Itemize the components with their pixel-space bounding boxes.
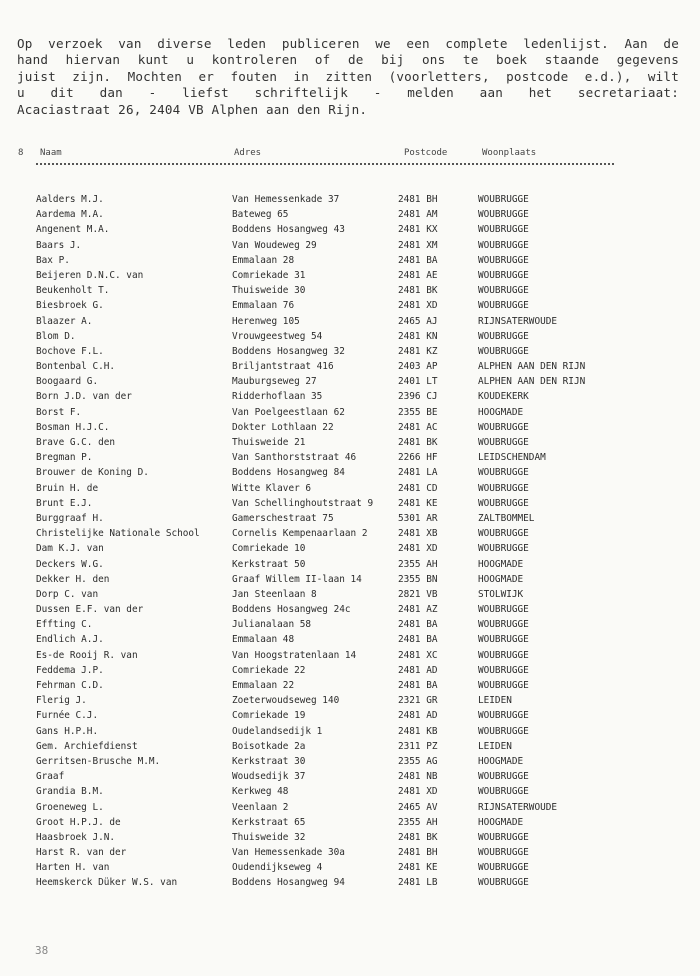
cell-naam: Endlich A.J.: [36, 634, 104, 646]
cell-woonplaats: LEIDEN: [478, 695, 512, 707]
table-row: [0, 602, 700, 617]
cell-naam: Baars J.: [36, 239, 82, 251]
cell-adres: Thuisweide 21: [232, 437, 306, 448]
cell-postcode: 2481 KX: [398, 224, 438, 236]
cell-postcode: 2481 KZ: [398, 345, 438, 357]
cell-naam: Burggraaf H.: [36, 512, 104, 524]
cell-woonplaats: WOUBRUGGE: [478, 285, 529, 297]
cell-naam: Harten H. van: [36, 862, 110, 874]
cell-postcode: 2355 BE: [398, 406, 438, 418]
intro-line: Acaciastraat 26, 2404 VB Alphen aan den Rijn.: [17, 101, 368, 117]
cell-postcode: 2481 BK: [398, 831, 438, 843]
cell-adres: Woudsedijk 37: [232, 771, 306, 783]
cell-postcode: 2481 XD: [398, 300, 438, 312]
cell-woonplaats: STOLWIJK: [478, 588, 524, 600]
header-naam: Naam: [40, 148, 62, 158]
cell-woonplaats: WOUBRUGGE: [478, 330, 529, 342]
cell-woonplaats: WOUBRUGGE: [478, 482, 529, 494]
cell-adres: Gamerschestraat 75: [232, 512, 334, 524]
cell-postcode: 2481 KE: [398, 497, 438, 509]
cell-woonplaats: HOOGMADE: [478, 755, 524, 767]
cell-adres: Boisotkade 2a: [232, 740, 306, 752]
table-row: [0, 222, 700, 237]
cell-naam: Biesbroek G.: [36, 300, 104, 312]
table-row: [0, 708, 700, 723]
cell-woonplaats: WOUBRUGGE: [478, 664, 529, 676]
cell-postcode: 2481 XD: [398, 786, 438, 798]
table-row: [0, 845, 700, 860]
cell-woonplaats: WOUBRUGGE: [478, 877, 529, 889]
cell-naam: Fehrman C.D.: [36, 680, 104, 691]
cell-woonplaats: WOUBRUGGE: [478, 771, 529, 783]
cell-naam: Brouwer de Koning D.: [36, 467, 149, 479]
cell-postcode: 2266 HF: [398, 452, 438, 464]
cell-postcode: 2481 AD: [398, 710, 438, 722]
table-row: [0, 572, 700, 587]
table-row: [0, 875, 700, 890]
intro-line: hand hiervan kunt u kontroleren of de bij ons te boek staande gegevens: [17, 52, 679, 68]
header-adres: Adres: [234, 148, 262, 158]
table-row: [0, 238, 700, 253]
cell-adres: Van Poelgeestlaan 62: [232, 406, 345, 418]
cell-postcode: 2355 BN: [398, 573, 438, 585]
table-row: [0, 769, 700, 784]
table-row: [0, 314, 700, 329]
cell-naam: Blaazer A.: [36, 315, 93, 327]
intro-paragraph: [17, 36, 679, 118]
page-number: 38: [35, 944, 49, 957]
cell-postcode: 2321 GR: [398, 695, 438, 707]
cell-adres: Emmalaan 22: [232, 680, 295, 691]
cell-woonplaats: HOOGMADE: [478, 573, 524, 585]
table-row: [0, 724, 700, 739]
cell-postcode: 2481 AE: [398, 269, 438, 281]
cell-postcode: 2481 CD: [398, 482, 438, 494]
table-row: [0, 192, 700, 207]
table-row: [0, 359, 700, 374]
cell-adres: Emmalaan 48: [232, 634, 295, 646]
table-row: [0, 860, 700, 875]
cell-woonplaats: WOUBRUGGE: [478, 862, 529, 874]
cell-adres: Comriekade 10: [232, 543, 306, 555]
cell-woonplaats: HOOGMADE: [478, 558, 524, 570]
header-divider: [36, 163, 614, 165]
cell-adres: Kerkstraat 65: [232, 816, 306, 828]
cell-adres: Julianalaan 58: [232, 619, 312, 631]
cell-naam: Dorp C. van: [36, 588, 99, 600]
cell-adres: Graaf Willem II-laan 14: [232, 573, 362, 585]
cell-woonplaats: KOUDEKERK: [478, 391, 529, 403]
cell-woonplaats: WOUBRUGGE: [478, 528, 529, 540]
cell-postcode: 2481 BA: [398, 254, 438, 266]
cell-naam: Christelijke Nationale School: [36, 528, 200, 540]
cell-adres: Boddens Hosangweg 43: [232, 224, 345, 236]
cell-postcode: 2481 LB: [398, 877, 438, 889]
cell-postcode: 2481 XM: [398, 239, 438, 251]
cell-adres: Boddens Hosangweg 94: [232, 877, 345, 889]
cell-naam: Graaf: [36, 771, 65, 783]
cell-woonplaats: WOUBRUGGE: [478, 497, 529, 509]
cell-woonplaats: WOUBRUGGE: [478, 224, 529, 236]
cell-adres: Briljantstraat 416: [232, 361, 334, 373]
cell-naam: Bontenbal C.H.: [36, 361, 116, 373]
table-header: [0, 148, 700, 160]
table-row: [0, 648, 700, 663]
cell-adres: Thuisweide 32: [232, 831, 306, 843]
cell-naam: Groot H.P.J. de: [36, 816, 121, 828]
cell-adres: Boddens Hosangweg 32: [232, 345, 345, 357]
table-row: [0, 329, 700, 344]
table-row: [0, 344, 700, 359]
cell-postcode: 2311 PZ: [398, 740, 438, 752]
cell-woonplaats: WOUBRUGGE: [478, 437, 529, 448]
table-row: [0, 420, 700, 435]
cell-woonplaats: WOUBRUGGE: [478, 239, 529, 251]
cell-naam: Bruin H. de: [36, 482, 99, 494]
table-row: [0, 663, 700, 678]
cell-adres: Boddens Hosangweg 24c: [232, 604, 351, 616]
cell-naam: Haasbroek J.N.: [36, 831, 116, 843]
cell-adres: Vrouwgeestweg 54: [232, 330, 323, 342]
cell-naam: Gerritsen-Brusche M.M.: [36, 755, 161, 767]
cell-adres: Ridderhoflaan 35: [232, 391, 323, 403]
cell-naam: Dam K.J. van: [36, 543, 104, 555]
cell-postcode: 2355 AH: [398, 558, 438, 570]
cell-postcode: 2481 NB: [398, 771, 438, 783]
cell-woonplaats: LEIDEN: [478, 740, 512, 752]
cell-naam: Blom D.: [36, 330, 76, 342]
header-marker: 8: [18, 148, 24, 158]
cell-naam: Bochove F.L.: [36, 345, 104, 357]
cell-adres: Van Hoogstratenlaan 14: [232, 649, 357, 661]
header-woonplaats: Woonplaats: [482, 148, 537, 158]
cell-postcode: 2481 BH: [398, 847, 438, 859]
cell-woonplaats: WOUBRUGGE: [478, 467, 529, 479]
cell-adres: Jan Steenlaan 8: [232, 588, 317, 600]
cell-adres: Comriekade 22: [232, 664, 306, 676]
cell-naam: Groeneweg L.: [36, 801, 104, 813]
cell-naam: Harst R. van der: [36, 847, 127, 859]
cell-adres: Cornelis Kempenaarlaan 2: [232, 528, 368, 540]
cell-woonplaats: WOUBRUGGE: [478, 604, 529, 616]
cell-adres: Comriekade 19: [232, 710, 306, 722]
cell-woonplaats: WOUBRUGGE: [478, 831, 529, 843]
cell-naam: Aalders M.J.: [36, 194, 104, 205]
cell-postcode: 2355 AG: [398, 755, 438, 767]
cell-woonplaats: WOUBRUGGE: [478, 680, 529, 691]
cell-postcode: 2481 BK: [398, 285, 438, 297]
cell-woonplaats: WOUBRUGGE: [478, 421, 529, 433]
cell-naam: Bregman P.: [36, 452, 93, 464]
cell-adres: Thuisweide 30: [232, 285, 306, 297]
table-row: [0, 298, 700, 313]
table-row: [0, 800, 700, 815]
cell-naam: Flerig J.: [36, 695, 87, 707]
table-row: [0, 693, 700, 708]
cell-postcode: 2396 CJ: [398, 391, 438, 403]
cell-postcode: 2481 BA: [398, 634, 438, 646]
intro-line: u dit dan - liefst schriftelijk - melden aan het secretariaat:: [17, 85, 679, 101]
table-row: [0, 754, 700, 769]
cell-woonplaats: WOUBRUGGE: [478, 619, 529, 631]
cell-woonplaats: WOUBRUGGE: [478, 194, 529, 205]
cell-naam: Dussen E.F. van der: [36, 604, 144, 616]
cell-woonplaats: WOUBRUGGE: [478, 254, 529, 266]
table-row: [0, 496, 700, 511]
cell-adres: Dokter Lothlaan 22: [232, 421, 334, 433]
cell-adres: Emmalaan 76: [232, 300, 295, 312]
cell-adres: Boddens Hosangweg 84: [232, 467, 345, 479]
cell-postcode: 2481 BK: [398, 437, 438, 448]
table-row: [0, 830, 700, 845]
cell-adres: Mauburgseweg 27: [232, 376, 317, 388]
cell-naam: Bax P.: [36, 254, 70, 266]
cell-postcode: 2401 LT: [398, 376, 438, 388]
cell-adres: Kerkstraat 50: [232, 558, 306, 570]
cell-postcode: 5301 AR: [398, 512, 438, 524]
table-row: [0, 541, 700, 556]
table-row: [0, 207, 700, 222]
cell-postcode: 2481 LA: [398, 467, 438, 479]
cell-adres: Oudelandsedijk 1: [232, 725, 323, 737]
cell-woonplaats: WOUBRUGGE: [478, 300, 529, 312]
cell-postcode: 2481 AZ: [398, 604, 438, 616]
cell-naam: Borst F.: [36, 406, 82, 418]
cell-adres: Van Woudeweg 29: [232, 239, 317, 251]
cell-woonplaats: HOOGMADE: [478, 816, 524, 828]
cell-woonplaats: WOUBRUGGE: [478, 847, 529, 859]
cell-adres: Herenweg 105: [232, 315, 300, 327]
cell-adres: Veenlaan 2: [232, 801, 289, 813]
cell-naam: Heemskerck Düker W.S. van: [36, 877, 178, 889]
cell-woonplaats: WOUBRUGGE: [478, 543, 529, 555]
cell-naam: Dekker H. den: [36, 573, 110, 585]
table-row: [0, 617, 700, 632]
cell-postcode: 2465 AV: [398, 801, 438, 813]
table-row: [0, 632, 700, 647]
cell-postcode: 2481 AM: [398, 209, 438, 221]
cell-woonplaats: WOUBRUGGE: [478, 710, 529, 722]
cell-postcode: 2481 XB: [398, 528, 438, 540]
table-row: [0, 268, 700, 283]
cell-adres: Comriekade 31: [232, 269, 306, 281]
table-row: [0, 587, 700, 602]
cell-woonplaats: ZALTBOMMEL: [478, 512, 535, 524]
cell-naam: Aardema M.A.: [36, 209, 104, 221]
table-row: [0, 450, 700, 465]
cell-postcode: 2481 KE: [398, 862, 438, 874]
table-row: [0, 784, 700, 799]
cell-woonplaats: RIJNSATERWOUDE: [478, 801, 558, 813]
cell-adres: Oudendijkseweg 4: [232, 862, 323, 874]
cell-adres: Kerkweg 48: [232, 786, 289, 798]
cell-postcode: 2403 AP: [398, 361, 438, 373]
table-row: [0, 678, 700, 693]
cell-naam: Brave G.C. den: [36, 437, 116, 448]
cell-woonplaats: WOUBRUGGE: [478, 725, 529, 737]
table-row: [0, 739, 700, 754]
table-row: [0, 405, 700, 420]
intro-line: juist zijn. Mochten er fouten in zitten (voorletters, postcode e.d.), wilt: [17, 68, 679, 84]
table-row: [0, 283, 700, 298]
cell-woonplaats: WOUBRUGGE: [478, 269, 529, 281]
table-row: [0, 526, 700, 541]
cell-adres: Witte Klaver 6: [232, 482, 312, 494]
cell-naam: Grandia B.M.: [36, 786, 104, 798]
cell-postcode: 2481 KB: [398, 725, 438, 737]
cell-naam: Feddema J.P.: [36, 664, 104, 676]
table-row: [0, 374, 700, 389]
cell-woonplaats: WOUBRUGGE: [478, 786, 529, 798]
cell-naam: Angenent M.A.: [36, 224, 110, 236]
cell-naam: Effting C.: [36, 619, 93, 631]
cell-postcode: 2481 AD: [398, 664, 438, 676]
cell-naam: Gans H.P.H.: [36, 725, 99, 737]
cell-postcode: 2481 BA: [398, 680, 438, 691]
cell-adres: Kerkstraat 30: [232, 755, 306, 767]
cell-woonplaats: WOUBRUGGE: [478, 209, 529, 221]
cell-naam: Deckers W.G.: [36, 558, 104, 570]
cell-postcode: 2481 KN: [398, 330, 438, 342]
cell-postcode: 2355 AH: [398, 816, 438, 828]
cell-woonplaats: ALPHEN AAN DEN RIJN: [478, 376, 586, 388]
cell-naam: Beijeren D.N.C. van: [36, 269, 144, 281]
table-row: [0, 511, 700, 526]
cell-postcode: 2481 BH: [398, 194, 438, 205]
cell-woonplaats: ALPHEN AAN DEN RIJN: [478, 361, 586, 373]
cell-woonplaats: WOUBRUGGE: [478, 634, 529, 646]
cell-woonplaats: HOOGMADE: [478, 406, 524, 418]
cell-adres: Van Hemessenkade 37: [232, 194, 340, 205]
cell-naam: Brunt E.J.: [36, 497, 93, 509]
table-row: [0, 465, 700, 480]
member-table-body: [0, 192, 700, 891]
cell-naam: Born J.D. van der: [36, 391, 132, 403]
cell-postcode: 2821 VB: [398, 588, 438, 600]
cell-woonplaats: LEIDSCHENDAM: [478, 452, 546, 464]
cell-adres: Van Santhorststraat 46: [232, 452, 357, 464]
cell-postcode: 2481 BA: [398, 619, 438, 631]
cell-adres: Bateweg 65: [232, 209, 289, 221]
header-postcode: Postcode: [404, 148, 448, 158]
cell-adres: Van Hemessenkade 30a: [232, 847, 345, 859]
cell-naam: Beukenholt T.: [36, 285, 110, 297]
table-row: [0, 481, 700, 496]
cell-woonplaats: WOUBRUGGE: [478, 649, 529, 661]
cell-postcode: 2481 AC: [398, 421, 438, 433]
cell-woonplaats: RIJNSATERWOUDE: [478, 315, 558, 327]
table-row: [0, 435, 700, 450]
cell-adres: Zoeterwoudseweg 140: [232, 695, 340, 707]
cell-adres: Emmalaan 28: [232, 254, 295, 266]
table-row: [0, 815, 700, 830]
table-row: [0, 253, 700, 268]
cell-adres: Van Schellinghoutstraat 9: [232, 497, 374, 509]
cell-postcode: 2481 XC: [398, 649, 438, 661]
table-row: [0, 389, 700, 404]
table-row: [0, 557, 700, 572]
cell-naam: Furnée C.J.: [36, 710, 99, 722]
cell-postcode: 2481 XD: [398, 543, 438, 555]
cell-naam: Es-de Rooij R. van: [36, 649, 138, 661]
cell-naam: Bosman H.J.C.: [36, 421, 110, 433]
cell-naam: Gem. Archiefdienst: [36, 740, 138, 752]
cell-postcode: 2465 AJ: [398, 315, 438, 327]
cell-naam: Boogaard G.: [36, 376, 99, 388]
intro-line: Op verzoek van diverse leden publiceren we een complete ledenlijst. Aan de: [17, 36, 679, 51]
cell-woonplaats: WOUBRUGGE: [478, 345, 529, 357]
